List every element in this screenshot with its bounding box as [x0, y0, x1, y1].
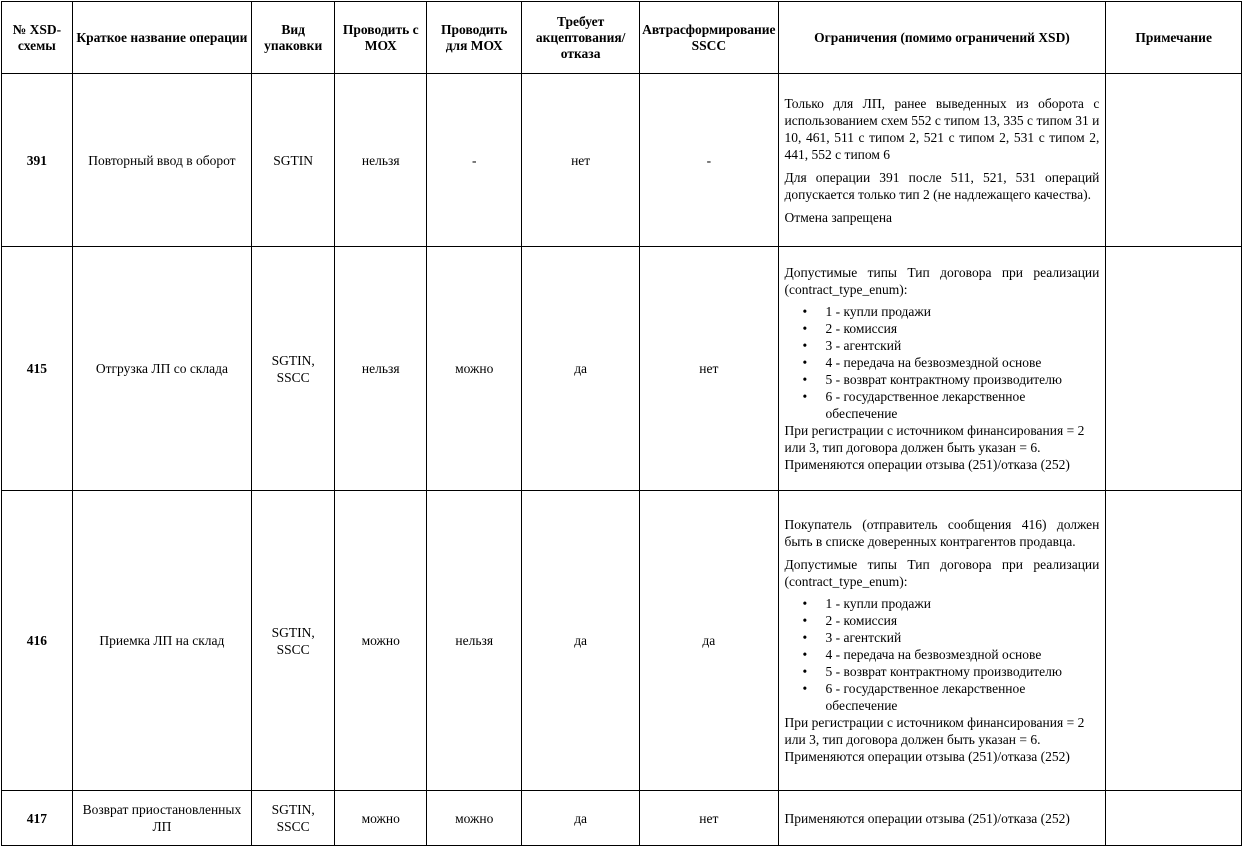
- sscc-value: нет: [640, 791, 778, 846]
- list-item: • 2 - комиссия: [826, 612, 1100, 629]
- operation-name: Повторный ввод в оборот: [72, 74, 251, 247]
- package-type: SGTIN: [252, 74, 335, 247]
- sscc-value: да: [640, 491, 778, 791]
- table-row: [2, 247, 1242, 491]
- operation-name: Отгрузка ЛП со склада: [72, 247, 251, 491]
- list-item: • 6 - государственное лекарственное обеспечение: [826, 388, 1100, 422]
- operation-name: Приемка ЛП на склад: [72, 491, 251, 791]
- list-item: • 4 - передача на безвозмездной основе: [826, 354, 1100, 371]
- note-cell: [1106, 791, 1242, 846]
- header-note: Примечание: [1106, 2, 1242, 74]
- for-mox-value: можно: [427, 791, 522, 846]
- contract-types-list: [785, 303, 1100, 422]
- package-type: SGTIN, SSCC: [252, 791, 335, 846]
- package-type: SGTIN, SSCC: [252, 491, 335, 791]
- for-mox-value: можно: [427, 247, 522, 491]
- list-item: • 5 - возврат контрактному производителю: [826, 371, 1100, 388]
- restrictions-cell: [778, 491, 1106, 791]
- package-type: SGTIN, SSCC: [252, 247, 335, 491]
- header-row: [2, 2, 1242, 74]
- with-mox-value: можно: [335, 491, 427, 791]
- restrictions-cell: [778, 247, 1106, 491]
- recall-rule: Применяются операции отзыва (251)/отказа (252): [784, 457, 1070, 472]
- table-row: [2, 791, 1242, 846]
- list-item: • 4 - передача на безвозмездной основе: [826, 646, 1100, 663]
- header-package-type: Вид упаковки: [252, 2, 335, 74]
- list-item: • 1 - купли продажи: [826, 595, 1100, 612]
- xsd-number: 391: [2, 74, 73, 247]
- restriction-paragraph: Для операции 391 после 511, 521, 531 операций допускается только тип 2 (не надлежащего качества).: [784, 169, 1100, 202]
- header-sscc-autoformation: Автрасформирование SSCC: [640, 2, 778, 74]
- xsd-number: 417: [2, 791, 73, 846]
- list-item: • 3 - агентский: [826, 629, 1100, 646]
- restriction-paragraph: Отмена запрещена: [784, 209, 893, 225]
- contract-types-intro: Допустимые типы Тип договора при реализации (contract_type_enum):: [784, 265, 1100, 297]
- operations-table: [1, 1, 1242, 846]
- restriction-paragraph: Только для ЛП, ранее выведенных из оборота с использованием схем 552 с типом 13, 335 с типом 31 и 10, 461, 511 с типом 2, 521 с типом 2, 531 с типом 2, 441, 552 с типом 6: [784, 95, 1100, 162]
- acceptance-value: нет: [522, 74, 640, 247]
- for-mox-value: нельзя: [427, 491, 522, 791]
- note-cell: [1106, 74, 1242, 247]
- header-requires-acceptance: Требует акцептования/отказа: [522, 2, 640, 74]
- header-restrictions: Ограничения (помимо ограничений XSD): [778, 2, 1106, 74]
- financing-rule: При регистрации с источником финансирования = 2 или 3, тип договора должен быть указан = 6.: [784, 715, 1085, 747]
- header-with-mox: Проводить с МОХ: [335, 2, 427, 74]
- acceptance-value: да: [522, 791, 640, 846]
- list-item: • 5 - возврат контрактному производителю: [826, 663, 1100, 680]
- contract-types-list: [785, 595, 1100, 714]
- contract-types-intro: Допустимые типы Тип договора при реализации (contract_type_enum):: [784, 557, 1100, 589]
- list-item: • 2 - комиссия: [826, 320, 1100, 337]
- buyer-rule: Покупатель (отправитель сообщения 416) должен быть в списке доверенных контрагентов продавца.: [784, 517, 1100, 549]
- recall-rule: Применяются операции отзыва (251)/отказа (252): [784, 810, 1070, 826]
- acceptance-value: да: [522, 491, 640, 791]
- note-cell: [1106, 247, 1242, 491]
- with-mox-value: нельзя: [335, 74, 427, 247]
- list-item: • 1 - купли продажи: [826, 303, 1100, 320]
- for-mox-value: -: [427, 74, 522, 247]
- xsd-number: 415: [2, 247, 73, 491]
- financing-rule: При регистрации с источником финансирования = 2 или 3, тип договора должен быть указан = 6.: [784, 423, 1085, 455]
- with-mox-value: нельзя: [335, 247, 427, 491]
- list-item: • 6 - государственное лекарственное обеспечение: [826, 680, 1100, 714]
- header-xsd-number: № XSD-схемы: [2, 2, 73, 74]
- header-operation-name: Краткое название операции: [72, 2, 251, 74]
- sscc-value: нет: [640, 247, 778, 491]
- table-row: [2, 74, 1242, 247]
- xsd-number: 416: [2, 491, 73, 791]
- header-for-mox: Проводить для МОХ: [427, 2, 522, 74]
- list-item: • 3 - агентский: [826, 337, 1100, 354]
- restrictions-cell: [778, 791, 1106, 846]
- note-cell: [1106, 491, 1242, 791]
- operation-name: Возврат приостановленных ЛП: [72, 791, 251, 846]
- recall-rule: Применяются операции отзыва (251)/отказа (252): [784, 749, 1070, 764]
- table-row: [2, 491, 1242, 791]
- sscc-value: -: [640, 74, 778, 247]
- acceptance-value: да: [522, 247, 640, 491]
- with-mox-value: можно: [335, 791, 427, 846]
- restrictions-cell: [778, 74, 1106, 247]
